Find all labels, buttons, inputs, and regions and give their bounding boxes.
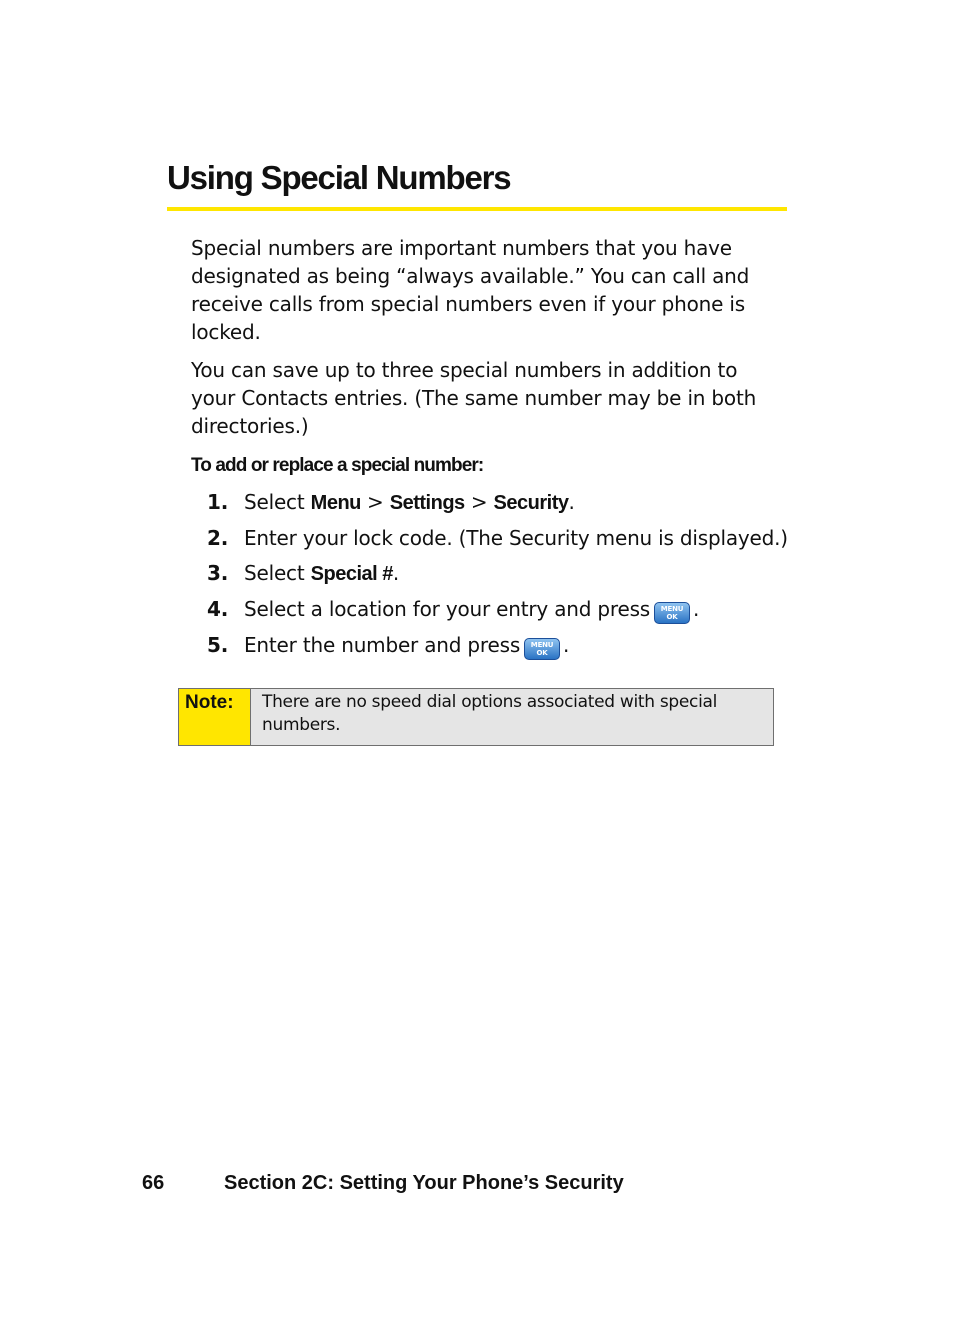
step-1	[207, 487, 575, 517]
step-text: Enter the number and press	[244, 633, 521, 657]
key-top-label: MENU	[530, 641, 554, 649]
key-top-label: MENU	[660, 605, 684, 613]
step-text: Select	[244, 561, 311, 585]
title-underline	[167, 207, 787, 211]
step-text: Enter your lock code. (The Security menu is displayed.)	[244, 526, 788, 550]
security-label: Security	[493, 492, 569, 514]
step-5	[207, 630, 569, 660]
step-number: 1.	[207, 490, 229, 514]
step-number: 3.	[207, 561, 229, 585]
special-number-label: Special #	[310, 563, 393, 585]
separator: >	[360, 490, 390, 514]
page-title: Using Special Numbers	[167, 159, 511, 196]
step-number: 5.	[207, 633, 229, 657]
menu-ok-key-icon	[524, 638, 560, 660]
step-text: Select a location for your entry and press	[244, 597, 651, 621]
menu-ok-key-icon	[654, 602, 690, 624]
settings-label: Settings	[389, 492, 465, 514]
step-2	[207, 523, 788, 553]
key-bottom-label: OK	[666, 613, 678, 621]
step-end: .	[563, 633, 570, 657]
step-end: .	[568, 490, 575, 514]
separator: >	[464, 490, 494, 514]
note-box	[178, 688, 774, 746]
contacts-paragraph: You can save up to three special numbers in addition to your Contacts entries. (The same number may be in both directories.)	[191, 358, 757, 438]
step-end: .	[392, 561, 400, 585]
note-label: Note:	[179, 689, 251, 745]
step-text: Select	[244, 490, 311, 514]
section-title: Section 2C: Setting Your Phone’s Security	[224, 1172, 624, 1194]
step-4	[207, 594, 699, 624]
page-footer	[142, 1168, 624, 1198]
note-text: There are no speed dial options associated with special numbers.	[251, 689, 773, 745]
step-3	[207, 558, 399, 588]
page-number: 66	[142, 1172, 165, 1194]
step-number: 2.	[207, 526, 229, 550]
key-bottom-label: OK	[536, 649, 548, 657]
procedure-heading: To add or replace a special number:	[191, 455, 484, 476]
step-number: 4.	[207, 597, 229, 621]
step-end: .	[693, 597, 700, 621]
menu-label: Menu	[310, 492, 361, 514]
intro-paragraph: Special numbers are important numbers that you have designated as being “always available.” You can call and receive calls from special numbers even if your phone is locked.	[191, 236, 750, 344]
